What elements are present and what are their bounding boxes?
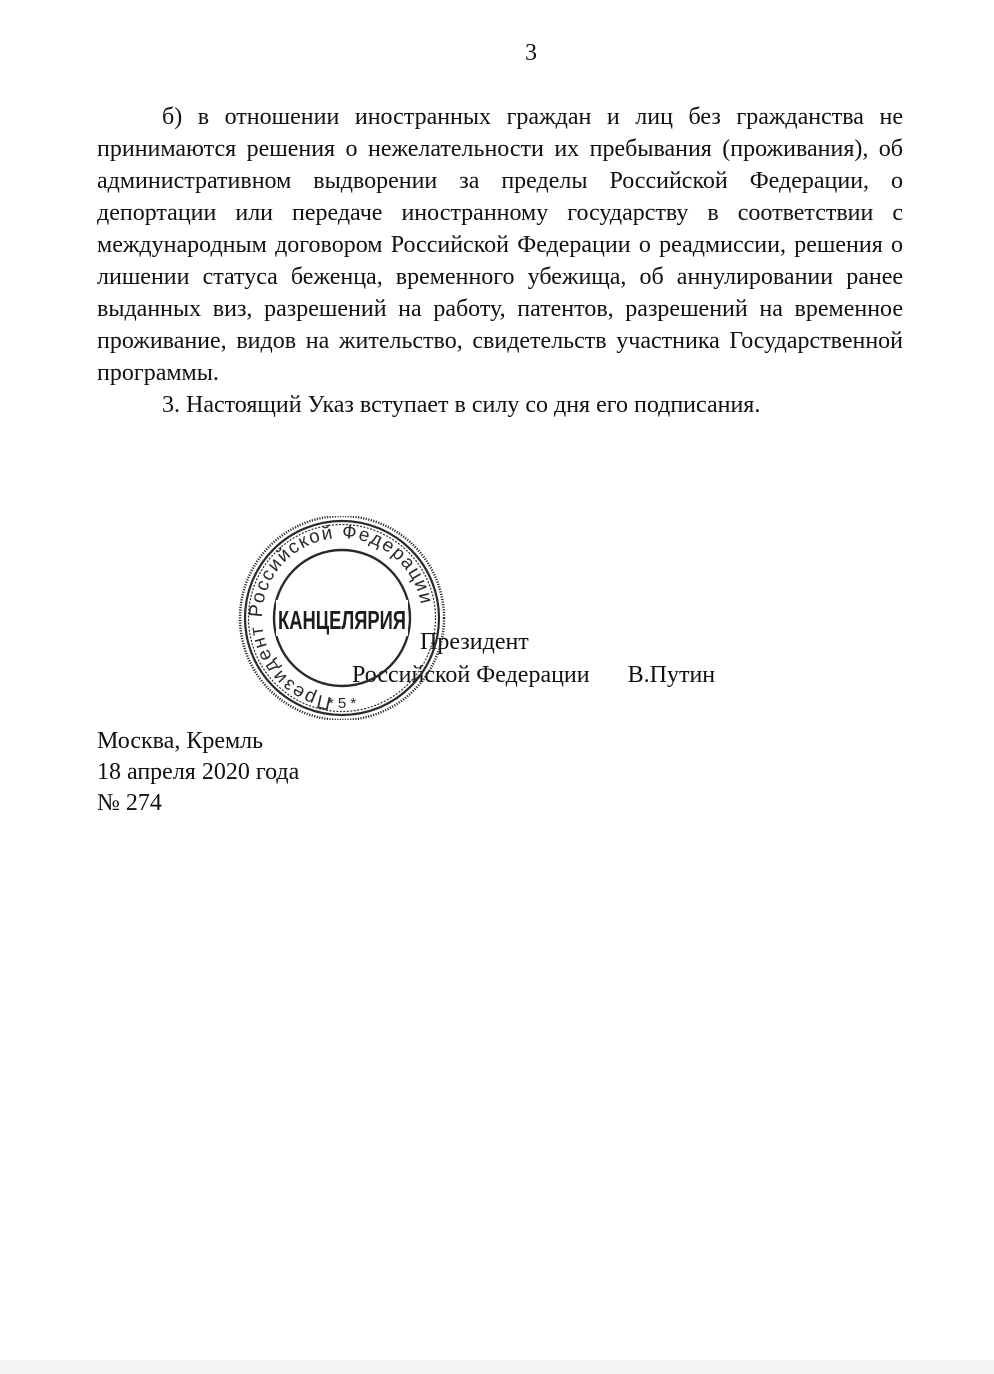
paragraph-3: 3. Настоящий Указ вступает в силу со дня его подписания. xyxy=(162,392,761,418)
official-seal xyxy=(236,516,448,720)
signatory-title-line1: Президент xyxy=(420,629,529,655)
seal-bottom-text: * 5 * xyxy=(327,695,357,712)
page-number: 3 xyxy=(525,40,537,66)
signing-place: Москва, Кремль xyxy=(97,728,264,754)
signing-date: 18 апреля 2020 года xyxy=(97,759,300,785)
decree-number: № 274 xyxy=(97,790,162,816)
footer-block xyxy=(97,726,299,819)
paragraph-b: б) в отношении иностранных граждан и лиц без гражданства не принимаются решения о нежелательности их пребывания (проживания), об административном выдворении за пределы Российской Федерации, о депортации или передаче иностранному государству в соответствии с международным договором Российской Федерации о реадмиссии, решения о лишении статуса беженца, временного убежища, об аннулировании ранее выданных виз, разрешений на работу, патентов, разрешений на временное проживание, видов на жительство, свидетельств участника Государственной программы. xyxy=(97,104,903,386)
seal-center-text: КАНЦЕЛЯРИЯ xyxy=(278,605,406,635)
signatory-name: В.Путин xyxy=(627,662,716,688)
signatory-title-line2: Российской Федерации xyxy=(352,662,590,688)
seal-ring-text: Президент Российской Федерации xyxy=(245,521,437,714)
decree-body xyxy=(97,101,903,421)
page-bottom-edge xyxy=(0,1360,994,1374)
